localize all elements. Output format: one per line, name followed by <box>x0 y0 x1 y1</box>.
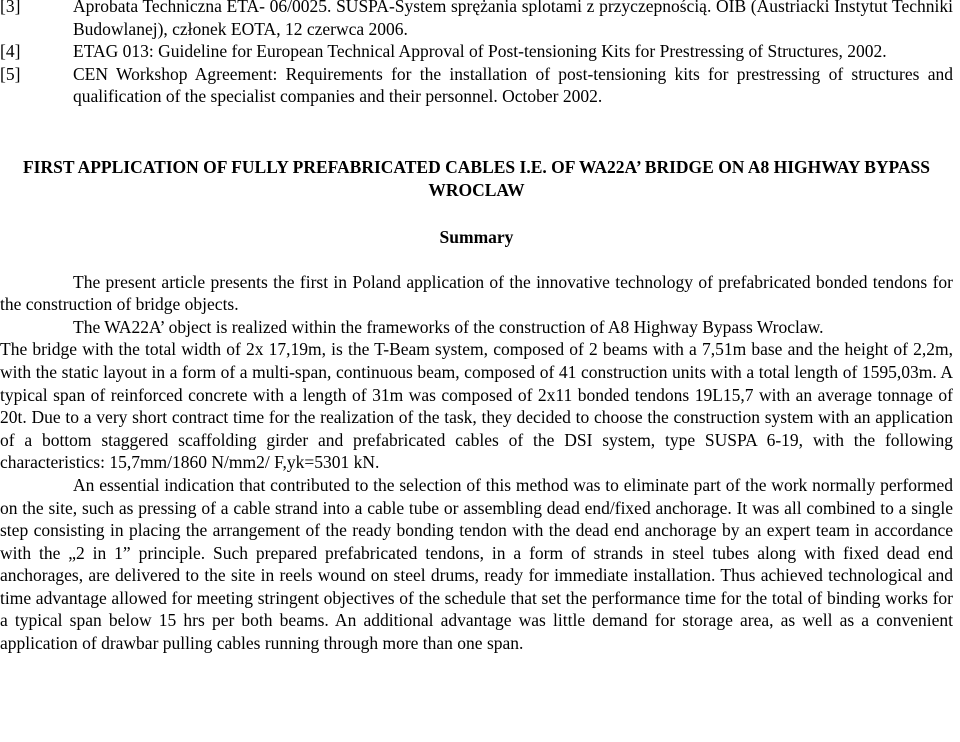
reference-number: [5] <box>0 63 21 84</box>
summary-paragraph-object: The WA22A’ object is realized within the frameworks of the construction of A8 Highway Bypass Wroclaw. <box>73 316 824 337</box>
reference-text: Aprobata Techniczna ETA- 06/0025. SUSPA-System sprężania splotami z przyczepnością. OIB (Austriacki Instytut Techniki Budowlanej), członek EOTA, 12 czerwca 2006. <box>73 0 953 39</box>
summary-paragraph-method: An essential indication that contributed to the selection of this method was to eliminate part of the work normally performed on the site, such as pressing of a cable strand into a cable tube or assembling dead end/fixed anchorage. It was all combined to a single step consisting in placing the arrangement of the ready bonding tendon with the dead end anchorage by an expert team in accordance with the „2 in 1” principle. Such prepared prefabricated tendons, in a form of strands in steel tubes along with fixed dead end anchorages, are delivered to the site in reels wound on steel drums, ready for immediate installation. Thus achieved technological and time advantage allowed for meeting stringent objectives of the schedule that set the performance time for the total of binding works for a typical span below 15 hrs per both beams. An additional advantage was little demand for storage area, as well as a convenient application of drawbar pulling cables running through more than one span. <box>0 474 953 654</box>
summary-paragraph-intro: The present article presents the first in Poland application of the innovative technology of prefabricated bonded tendons for the construction of bridge objects. <box>0 271 953 315</box>
reference-item-3 <box>0 0 953 40</box>
reference-number: [3] <box>0 0 21 16</box>
reference-text: CEN Workshop Agreement: Requirements for the installation of post-tensioning kits for prestressing of structures and qualification of the specialist companies and their personnel. October 2002. <box>73 63 953 107</box>
reference-item-4 <box>0 40 953 63</box>
reference-list <box>0 0 953 108</box>
summary-heading: Summary <box>439 226 514 247</box>
reference-item-5 <box>0 63 953 108</box>
summary-body <box>0 271 953 655</box>
reference-number: [4] <box>0 41 21 62</box>
article-title: FIRST APPLICATION OF FULLY PREFABRICATED CABLES I.E. OF WA22A’ BRIDGE ON A8 HIGHWAY BYPASS WROCLAW <box>22 156 931 200</box>
summary-paragraph-bridge: The bridge with the total width of 2x 17,19m, is the T-Beam system, composed of 2 beams with a 7,51m base and the height of 2,2m, with the static layout in a form of a multi-span, continuous beam, composed of 41 construction units with a total length of 1595,03m. A typical span of reinforced concrete with a length of 31m was composed of 2x11 bonded tendons 19L15,7 with an average tonnage of 20t. Due to a very short contract time for the realization of the task, they decided to choose the construction system with an application of a bottom staggered scaffolding girder and prefabricated cables of the DSI system, type SUSPA 6-19, with the following characteristics: 15,7mm/1860 N/mm2/ F,yk=5301 kN. <box>0 339 953 473</box>
reference-text: ETAG 013: Guideline for European Technical Approval of Post-tensioning Kits for Prestressing of Structures, 2002. <box>73 41 887 62</box>
